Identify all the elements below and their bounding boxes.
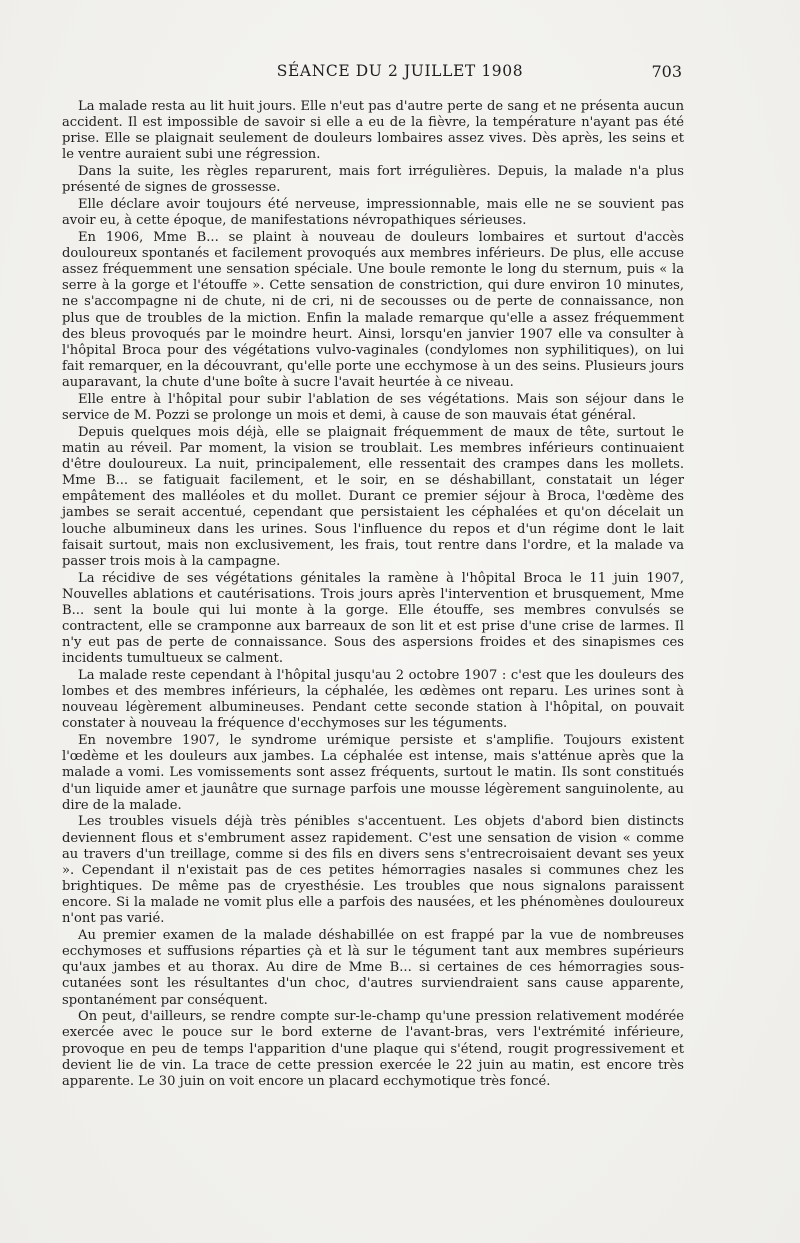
paragraph: En 1906, Mme B... se plaint à nouveau de douleurs lombaires et surtout d'accès douloureux spontanés et facilement provoqués aux membres inférieurs. De plus, elle accuse assez fréquemment une sensation spéciale. Une boule remonte le long du sternum, puis « la serre à la gorge et l'étouffe ». Cette sensation de constriction, qui dure environ 10 minutes, ne s'accompagne ni de chute, ni de cri, ni de secousses ou de perte de connaissance, non plus que de troubles de la miction. Enfin la malade remarque qu'elle a assez fréquemment des bleus provoqués par le moindre heurt. Ainsi, lorsqu'en janvier 1907 elle va consulter à l'hôpital Broca pour des végétations vulvo-vaginales (condylomes non syphilitiques), on lui fait remarquer, en la découvrant, qu'elle porte une ecchymose à un des seins. Plusieurs jours auparavant, la chute d'une boîte à sucre l'avait heurtée à ce niveau. bbox=[62, 229, 684, 391]
paragraph: Depuis quelques mois déjà, elle se plaignait fréquemment de maux de tête, surtout le matin au réveil. Par moment, la vision se troublait. Les membres inférieurs continuaient d'être douloureux. La nuit, principalement, elle ressentait des crampes dans les mollets. Mme B... se fatiguait facilement, et le soir, en se déshabillant, constatait un léger empâtement des malléoles et du mollet. Durant ce premier séjour à Broca, l'œdème des jambes se serait accentué, cependant que persistaient les céphalées et qu'on décelait un louche albumineux dans les urines. Sous l'influence du repos et d'un régime dont le lait faisait surtout, mais non exclusivement, les frais, tout rentre dans l'ordre, et la malade va passer trois mois à la campagne. bbox=[62, 424, 684, 569]
paragraph: Au premier examen de la malade déshabillée on est frappé par la vue de nombreuses ecchymoses et suffusions réparties çà et là sur le tégument tant aux membres supérieurs qu'aux jambes et au thorax. Au dire de Mme B... si certaines de ces hémorragies sous-cutanées sont les résultantes d'un choc, d'autres surviendraient sans cause apparente, spontanément par conséquent. bbox=[62, 927, 684, 1008]
paragraph: Elle déclare avoir toujours été nerveuse, impressionnable, mais elle ne se souvient pas avoir eu, à cette époque, de manifestations névropathiques sérieuses. bbox=[62, 196, 684, 229]
paragraph: La malade reste cependant à l'hôpital jusqu'au 2 octobre 1907 : c'est que les douleurs des lombes et des membres inférieurs, la céphalée, les œdèmes ont reparu. Les urines sont à nouveau légèrement albumineuses. Pendant cette seconde station à l'hôpital, on pouvait constater à nouveau la fréquence d'ecchymoses sur les téguments. bbox=[62, 667, 684, 732]
page-header bbox=[0, 62, 800, 86]
paragraph: La malade resta au lit huit jours. Elle n'eut pas d'autre perte de sang et ne présenta aucun accident. Il est impossible de savoir si elle a eu de la fièvre, la température n'ayant pas été prise. Elle se plaignait seulement de douleurs lombaires assez vives. Dès après, les seins et le ventre auraient subi une régression. bbox=[62, 99, 684, 163]
body-text bbox=[62, 99, 684, 1090]
running-title: SÉANCE DU 2 JUILLET 1908 bbox=[276, 62, 524, 80]
page-number: 703 bbox=[651, 62, 682, 81]
paragraph: En novembre 1907, le syndrome urémique persiste et s'amplifie. Toujours existent l'œdème et les douleurs aux jambes. La céphalée est intense, mais s'atténue après que la malade a vomi. Les vomissements sont assez fréquents, surtout le matin. Ils sont constitués d'un liquide amer et jaunâtre que surnage parfois une mousse légèrement sanguinolente, au dire de la malade. bbox=[62, 733, 684, 813]
paragraph: Elle entre à l'hôpital pour subir l'ablation de ses végétations. Mais son séjour dans le service de M. Pozzi se prolonge un mois et demi, à cause de son mauvais état général. bbox=[62, 391, 684, 423]
paragraph: Les troubles visuels déjà très pénibles s'accentuent. Les objets d'abord bien distincts deviennent flous et s'embrument assez rapidement. C'est une sensation de vision « comme au travers d'un treillage, comme si des fils en divers sens s'entrecroisaient devant ses yeux ». Cependant il n'existait pas de ces petites hémorragies nasales si communes chez les brightiques. De même pas de cryesthésie. Les troubles que nous signalons paraissent encore. Si la malade ne vomit plus elle a parfois des nausées, et les phénomènes douloureux n'ont pas varié. bbox=[62, 814, 684, 927]
paragraph: La récidive de ses végétations génitales la ramène à l'hôpital Broca le 11 juin 1907, Nouvelles ablations et cautérisations. Trois jours après l'intervention et brusquement, Mme B... sent la boule qui lui monte à la gorge. Elle étouffe, ses membres convulsés se contractent, elle se cramponne aux barreaux de son lit et est prise d'une crise de larmes. Il n'y eut pas de perte de connaissance. Sous des aspersions froides et des sinapismes ces incidents tumultueux se calment. bbox=[62, 570, 684, 667]
paragraph: On peut, d'ailleurs, se rendre compte sur-le-champ qu'une pression relativement modérée exercée avec le pouce sur le bord externe de l'avant-bras, vers l'extrémité inférieure, provoque en peu de temps l'apparition d'une plaque qui s'étend, rougit progressivement et devient lie de vin. La trace de cette pression exercée le 22 juin au matin, est encore très apparente. Le 30 juin on voit encore un placard ecchymotique très foncé. bbox=[62, 1009, 684, 1089]
paragraph: Dans la suite, les règles reparurent, mais fort irrégulières. Depuis, la malade n'a plus présenté de signes de grossesse. bbox=[62, 164, 684, 196]
